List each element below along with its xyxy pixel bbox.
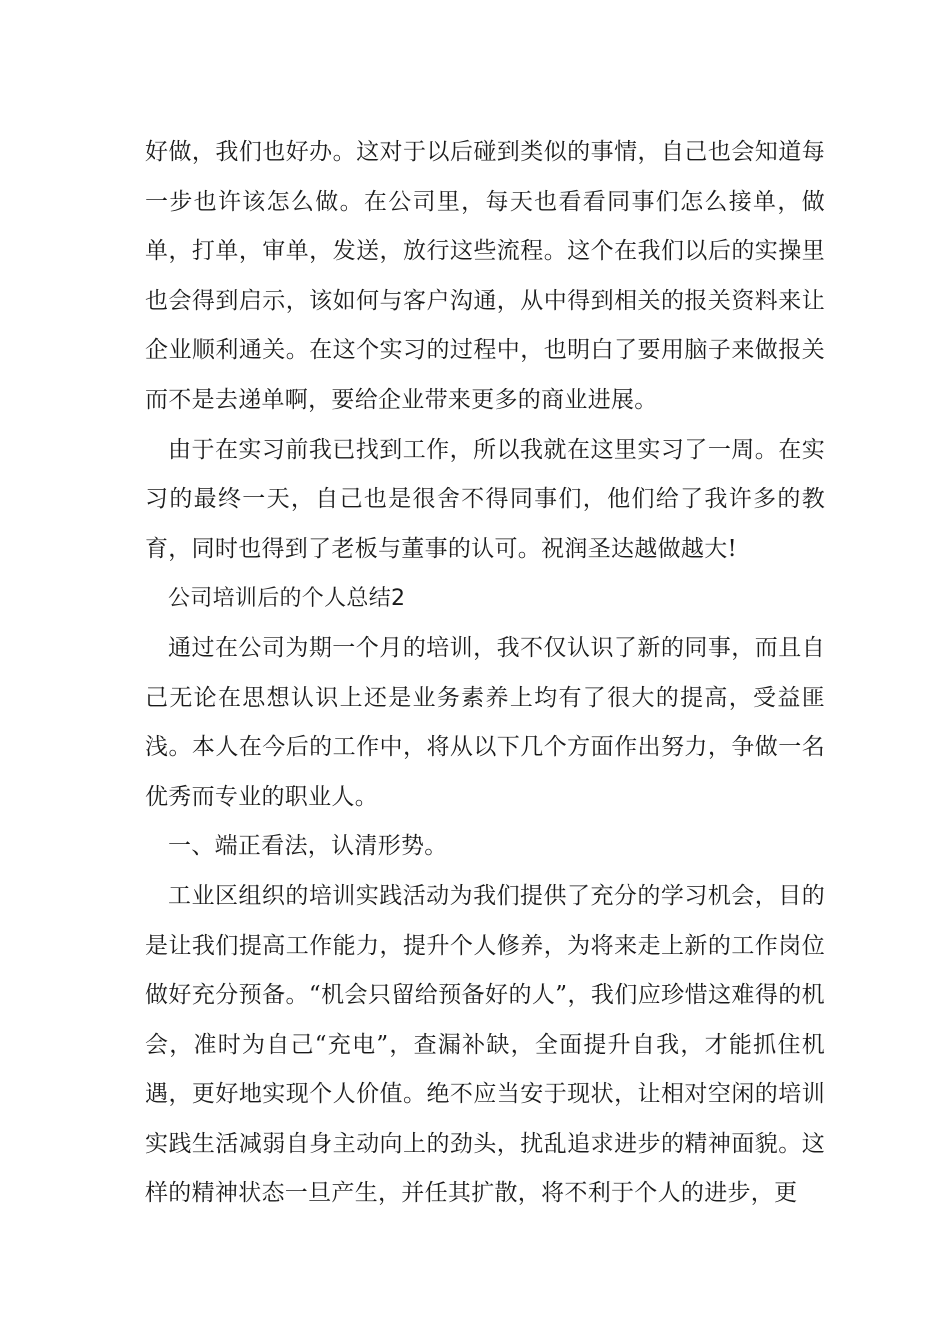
document-page	[145, 128, 825, 1219]
paragraph-2: 由于在实习前我已找到工作，所以我就在这里实习了一周。在实习的最终一天，自己也是很舍不得同事们，他们给了我许多的教育，同时也得到了老板与董事的认可。祝润圣达越做越大!	[145, 436, 825, 562]
paragraph-1: 好做，我们也好办。这对于以后碰到类似的事情，自己也会知道每一步也许该怎么做。在公司里，每天也看看同事们怎么接单，做单，打单，审单，发送，放行这些流程。这个在我们以后的实操里也会得到启示，该如何与客户沟通，从中得到相关的报关资料来让企业顺利通关。在这个实习的过程中，也明白了要用脑子来做报关而不是去递单啊，要给企业带来更多的商业进展。	[145, 139, 825, 413]
paragraph-3: 通过在公司为期一个月的培训，我不仅认识了新的同事，而且自己无论在思想认识上还是业务素养上均有了很大的提高，受益匪浅。本人在今后的工作中，将从以下几个方面作出努力，争做一名优秀而专业的职业人。	[145, 634, 825, 810]
paragraph-4: 工业区组织的培训实践活动为我们提供了充分的学习机会，目的是让我们提高工作能力，提升个人修养，为将来走上新的工作岗位做好充分预备。“机会只留给预备好的人”，我们应珍惜这难得的机会，准时为自己“充电”，查漏补缺，全面提升自我，才能抓住机遇，更好地实现个人价值。绝不应当安于现状，让相对空闲的培训实践生活减弱自身主动向上的劲头，扰乱追求进步的精神面貌。这样的精神状态一旦产生，并任其扩散，将不利于个人的进步，更	[145, 882, 825, 1207]
section-title: 公司培训后的个人总结2	[168, 586, 406, 612]
subheading-1: 一、端正看法，认清形势。	[168, 833, 448, 860]
